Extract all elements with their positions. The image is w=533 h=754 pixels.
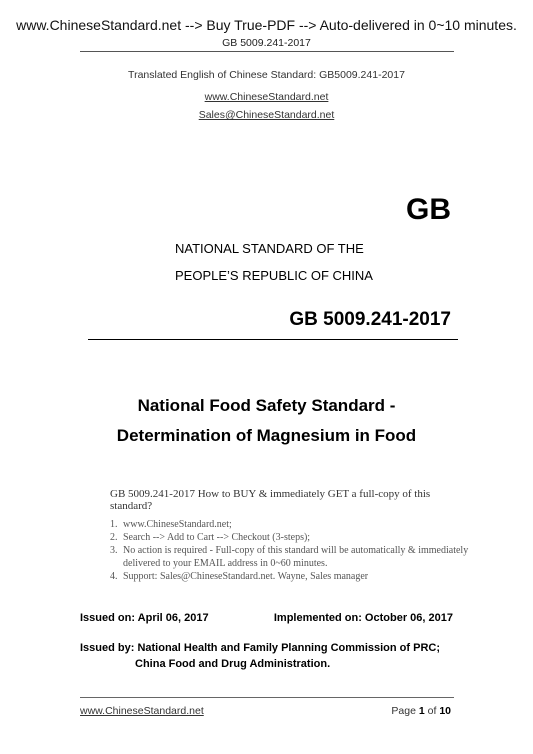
list-item-text: www.ChineseStandard.net; (123, 519, 232, 530)
list-item (110, 518, 470, 531)
email-link[interactable]: Sales@ChineseStandard.net (198, 109, 335, 121)
national-standard-line2: PEOPLE’S REPUBLIC OF CHINA (175, 268, 373, 283)
website-link[interactable]: www.ChineseStandard.net (204, 91, 329, 103)
header-divider (80, 51, 454, 52)
list-item-number: 1. (110, 519, 118, 530)
page-indicator (391, 705, 451, 717)
list-item (110, 570, 470, 583)
translation-note: Translated English of Chinese Standard: GB5009.241-2017 (128, 69, 405, 81)
issued-on-date: Issued on: April 06, 2017 (80, 612, 209, 624)
document-title-line1: National Food Safety Standard - (137, 396, 396, 415)
gb-mark: GB (406, 193, 451, 226)
list-item-number: 3. (110, 545, 118, 556)
implemented-on-date: Implemented on: October 06, 2017 (273, 612, 453, 624)
list-item-number: 4. (110, 571, 118, 582)
page-of: of (427, 705, 437, 717)
page-current: 1 (418, 705, 425, 717)
buy-steps-list (110, 518, 470, 583)
buy-info-heading: GB 5009.241-2017 How to BUY & immediately GET a full-copy of this standard? (110, 488, 431, 512)
list-item-text: Search --> Add to Cart --> Checkout (3-steps); (123, 532, 311, 543)
issuer-line2: China Food and Drug Administration. (135, 658, 331, 670)
document-title-line2: Determination of Magnesium in Food (116, 426, 417, 445)
list-item (110, 544, 470, 570)
list-item-number: 2. (110, 532, 118, 543)
header-standard-code: GB 5009.241-2017 (222, 37, 311, 49)
email-link-row (0, 105, 533, 123)
page-prefix: Page (391, 705, 416, 717)
title-divider (88, 339, 458, 340)
issuer-line1: Issued by: National Health and Family Planning Commission of PRC; (80, 642, 440, 654)
footer-website-link[interactable]: www.ChineseStandard.net (80, 705, 204, 717)
list-item-text: No action is required - Full-copy of this standard will be automatically & immediately delivered to your EMAIL address in 0~60 minutes. (123, 545, 469, 569)
national-standard-line1: NATIONAL STANDARD OF THE (175, 241, 364, 256)
website-link-row (0, 87, 533, 105)
buy-info-box (110, 488, 470, 583)
page-total: 10 (439, 705, 451, 717)
header-banner: www.ChineseStandard.net --> Buy True-PDF --> Auto-delivered in 0~10 minutes. (16, 17, 517, 33)
list-item-text: Support: Sales@ChineseStandard.net. Wayne, Sales manager (123, 571, 369, 582)
standard-number: GB 5009.241-2017 (289, 309, 451, 330)
list-item (110, 531, 470, 544)
footer-divider (80, 697, 454, 698)
